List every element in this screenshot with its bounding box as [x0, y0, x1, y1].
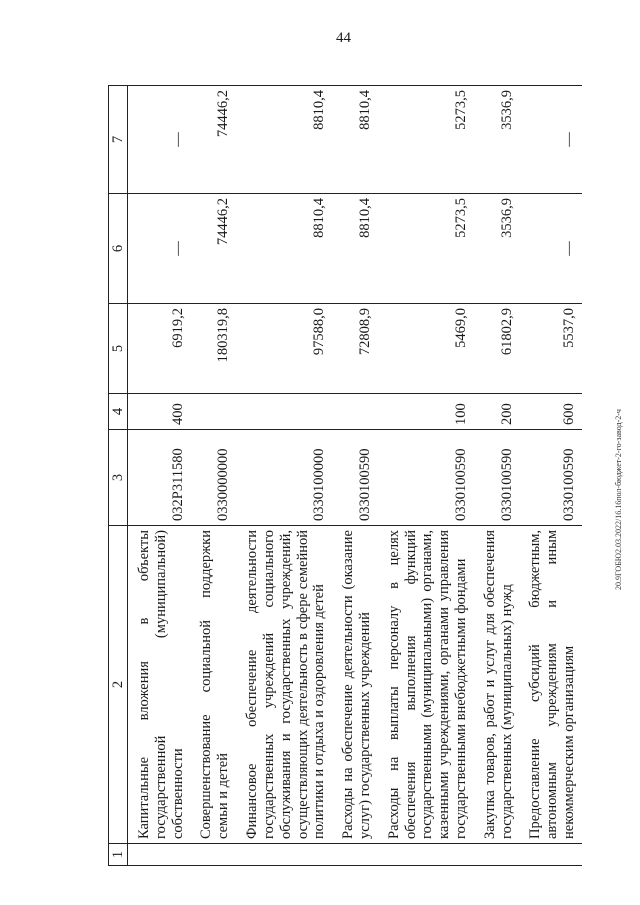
expense-type-cell: 200 — [474, 394, 520, 430]
amount-col6-cell: — — [128, 194, 191, 304]
header-col-3: 3 — [109, 430, 128, 526]
target-code-cell: 0330100590 — [519, 430, 581, 526]
rotated-table-container — [108, 86, 608, 866]
table-row — [378, 86, 474, 866]
header-col-2: 2 — [109, 526, 128, 844]
target-code-cell: 0330100000 — [236, 430, 332, 526]
expense-type-cell: 400 — [128, 394, 191, 430]
row-number-cell — [128, 844, 191, 866]
expense-name-cell: Финансовое обеспечение деятельности государственных учреждений социального обслуживания и государственных учреждений, осуществляющих деятельность в сфере семейной политики и отдыха и оздоровления детей — [236, 526, 332, 844]
expense-name-cell: Расходы на выплаты персоналу в целях обеспечения выполнения функций государственными (муниципальными) органами, казенными учреждениями, органами управления государственными внебюджетными фондами — [378, 526, 474, 844]
table-row — [236, 86, 332, 866]
amount-col6-cell: 3536,9 — [474, 194, 520, 304]
header-col-7: 7 — [109, 86, 128, 194]
amount-col7-cell: 3536,9 — [474, 86, 520, 194]
amount-col5-cell: 5469,0 — [378, 304, 474, 394]
header-col-1: 1 — [109, 844, 128, 866]
expense-type-cell — [236, 394, 332, 430]
amount-col6-cell: 8810,4 — [332, 194, 378, 304]
row-number-cell — [378, 844, 474, 866]
header-col-6: 6 — [109, 194, 128, 304]
page-number: 44 — [336, 30, 351, 46]
amount-col7-cell: 5273,5 — [378, 86, 474, 194]
table-row — [190, 86, 236, 866]
amount-col6-cell: 5273,5 — [378, 194, 474, 304]
amount-col5-cell: 6919,2 — [128, 304, 191, 394]
target-code-cell: 0330100590 — [332, 430, 378, 526]
budget-table — [108, 85, 582, 866]
expense-name-cell: Расходы на обеспечение деятельности (оказание услуг) государственных учреждений — [332, 526, 378, 844]
expense-type-cell — [190, 394, 236, 430]
amount-col5-cell: 5537,0 — [519, 304, 581, 394]
row-number-cell — [236, 844, 332, 866]
target-code-cell: 032Р311580 — [128, 430, 191, 526]
row-number-cell — [474, 844, 520, 866]
amount-col7-cell: 8810,4 — [236, 86, 332, 194]
amount-col7-cell: 8810,4 — [332, 86, 378, 194]
amount-col5-cell: 97588,0 — [236, 304, 332, 394]
expense-name-cell: Капитальные вложения в объекты государственной (муниципальной) собственности — [128, 526, 191, 844]
target-code-cell: 0330100590 — [474, 430, 520, 526]
header-row — [109, 86, 128, 866]
table-row — [332, 86, 378, 866]
expense-type-cell: 600 — [519, 394, 581, 430]
amount-col7-cell: — — [128, 86, 191, 194]
expense-name-cell: Закупка товаров, работ и услуг для обеспечения государственных (муниципальных) нужд — [474, 526, 520, 844]
amount-col7-cell: — — [519, 86, 581, 194]
row-number-cell — [519, 844, 581, 866]
header-col-5: 5 — [109, 304, 128, 394]
amount-col6-cell: 8810,4 — [236, 194, 332, 304]
amount-col5-cell: 180319,8 — [190, 304, 236, 394]
amount-col5-cell: 61802,9 — [474, 304, 520, 394]
table-row — [128, 86, 191, 866]
row-number-cell — [190, 844, 236, 866]
amount-col6-cell: — — [519, 194, 581, 304]
amount-col5-cell: 72808,9 — [332, 304, 378, 394]
header-col-4: 4 — [109, 394, 128, 430]
expense-type-cell: 100 — [378, 394, 474, 430]
expense-name-cell: Совершенствование социальной поддержки семьи и детей — [190, 526, 236, 844]
row-number-cell — [332, 844, 378, 866]
expense-type-cell — [332, 394, 378, 430]
expense-name-cell: Предоставление субсидий бюджетным, автономным учреждениям и иным некоммерческим организациям — [519, 526, 581, 844]
target-code-cell: 0330000000 — [190, 430, 236, 526]
table-row — [474, 86, 520, 866]
amount-col6-cell: 74446,2 — [190, 194, 236, 304]
target-code-cell: 0330100590 — [378, 430, 474, 526]
amount-col7-cell: 74446,2 — [190, 86, 236, 194]
footer-document-code: 20.9ГОБЮ2.03.2022/16.16пол-бюджет-2-го-завод-2-ч — [614, 409, 623, 590]
table-row — [519, 86, 581, 866]
